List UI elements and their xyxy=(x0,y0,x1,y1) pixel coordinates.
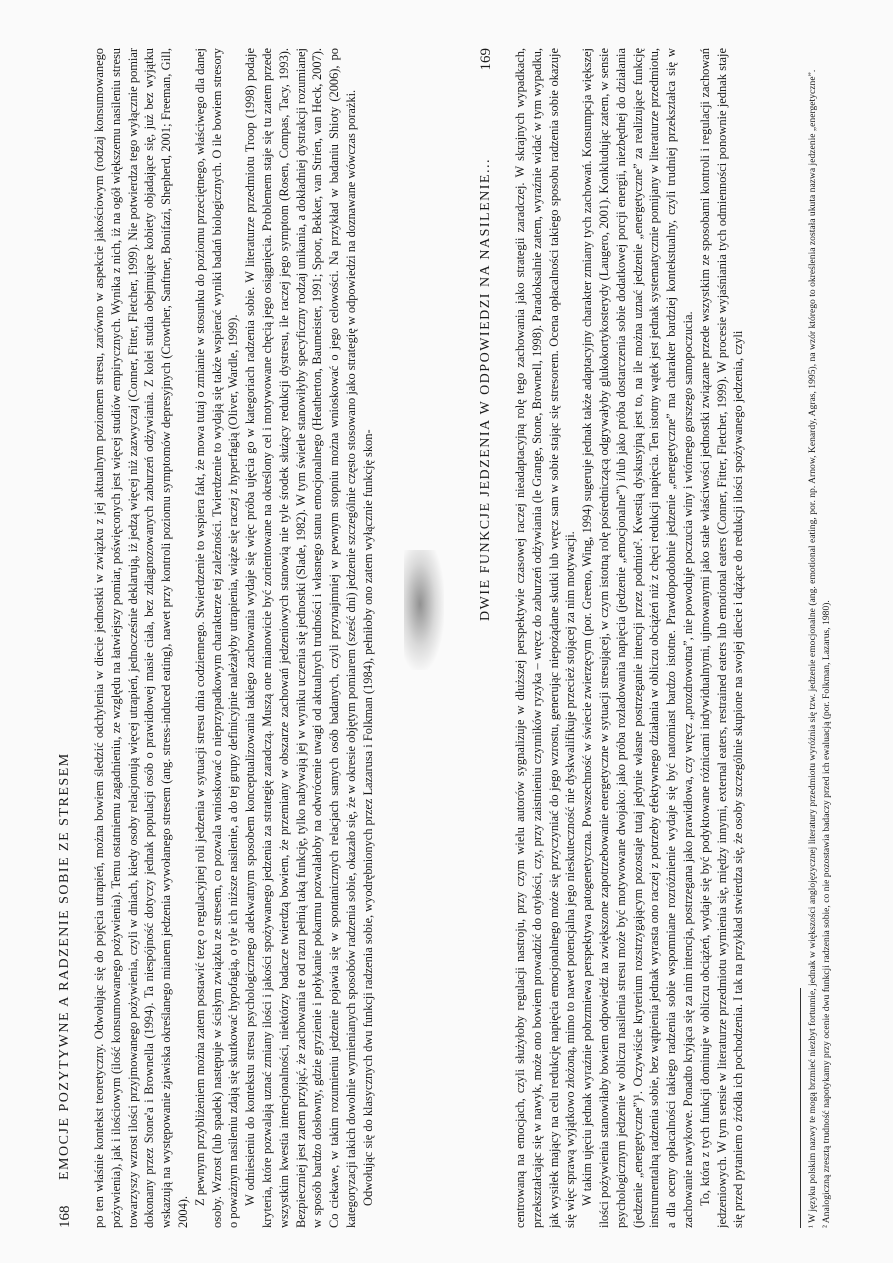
left-book-page xyxy=(55,48,395,1228)
left-paragraph-3: W odniesieniu do kontekstu stresu psychologicznego adekwatnym sposobem konceptualizowania takiego zachowania wydaje się więc próba ujęcia go w kategoriach radzenia sobie. W literaturze przedmiotu Troop (1998) podaje kryteria, które pozwalają uznać zmiany ilości i jakości spożywanego jedzenia za strategię zaradczą. Muszą one mianowicie być zorientowane na określony cel i motywowane chęcią jego osiągnięcia. Problemem staje się tu zatem przede wszystkim kwestia intencjonalności, niektórzy badacze twierdzą bowiem, że przemiany w obszarze zachowań jedzeniowych stanowią nie tyle środek służący redukcji dystresu, ile raczej jego symptom (Rosen, Compas, Tacy, 1993). Bezpieczniej jest zatem przyjąć, że zachowania te od razu pełnią taką funkcję, tylko nabywają jej w wyniku uczenia się jednostki (Slade, 1982). W tym świetle stanowiłyby specyficzny rodzaj unikania, a dokładniej dystrakcji rozumianej w sposób bardzo dosłowny, gdzie gryzienie i połykanie pokarmu pozwalałoby na odwrócenie uwagi od aktualnych trudności i własnego stanu emocjonalnego (Heatherton, Baumeister, 1991; Spoor, Bekker, van Strien, van Heck, 2007). Co ciekawe, w takim rozumieniu jedzenie pojawia się w spontanicznych relacjach samych osób badanych, czyli przynajmniej w pewnym stopniu można wnioskować o jego celowości. Na przykład w badaniu Shioty (2006), po kategoryzacji takich dowolnie wymienianych sposobów radzenia sobie, okazało się, że w okresie objętym pomiarem (sześć dni) jedzenie szczególnie często stosowano jako strategię w odpowiedzi na doznawane wówczas porażki. xyxy=(243,48,358,1228)
footnote-2: ² Analogiczną zresztą trudność napotykamy przy ocenie dwu funkcji radzenia sobie, co nie pozostawia badaczy przed ich ewaluacją (por. Folkman, Lazarus, 1980). xyxy=(821,600,833,1228)
right-book-page xyxy=(476,48,876,1228)
left-header-title: EMOCJE POZYTYWNE A RADZENIE SOBIE ZE STRESEM xyxy=(57,752,72,1180)
right-running-header xyxy=(478,48,508,1228)
right-page-number: 169 xyxy=(478,48,494,71)
left-paragraph-2: Z pewnym przybliżeniem można zatem postawić tezę o regulacyjnej roli jedzenia w sytuacji stresu dnia codziennego. Stwierdzenie to wspiera fakt, że mowa tutaj o zmianie w stosunku do poziomu przeciętnego, właściwego dla danej osoby. Wzrost (lub spadek) następuje w ścisłym związku ze stresem, co pozwala wnioskować o nieprzypadkowym charakterze tej zależności. Twierdzenie to wydają się także wspierać wyniki badań biologicznych. O ile bowiem stresory o poważnym nasileniu zdają się skutkować hypofagią, o tyle ich niższe nasilenie, a do tej grupy definicyjnie należałyby utrapienia, wiąże się raczej z hyperfagią (Oliver, Wardle, 1999). xyxy=(192,48,241,1228)
footnote-1: ¹ W języku polskim nazwy te mogą brzmieć niezbyt fortunnie, jednak w większości anglojęzycznej literatury przedmiotu wyróżnia się tzw. jedzenie emocjonalne (ang. emotional eating, por. np. Arnow, Kenardy, Agras, 1995), na wzór którego to określenia została ukuta nazwa jedzenie „energetyczne”. xyxy=(807,69,818,1228)
right-page-body xyxy=(512,48,790,1228)
right-paragraph-1: centrowaną na emocjach, czyli służyłoby regulacji nastroju, przy czym wielu autorów sygnalizuje w dłuższej perspektywie czasowej raczej nieadaptacyjną rolę tego zachowania jako strategii zaradczej. W skrajnych wypadkach, przekształcając się w nawyk, może ono bowiem prowadzić do otyłości, czy, przy zaistnieniu czynników ryzyka – wręcz do zaburzeń odżywiania (le Grange, Stone, Brownell, 1998). Paradoksalnie zatem, wyraźnie widać w tym wypadku, jak wysiłek mający na celu redukcję napięcia emocjonalnego może się przyczyniać do jego wzrostu, generując niepożądane skutki lub wręcz sam w sobie stając się stresorem. Ocena opłacalności takiego sposobu radzenia sobie okazuje się więc sprawą wyjątkowo złożoną, mimo to nawet potencjalna jego nieskuteczność nie dyskwalifikuje przecież stojącej za nim motywacji. xyxy=(513,48,578,1228)
binding-shadow xyxy=(404,550,444,670)
right-paragraph-2: W takim ujęciu jednak wyraźnie pobrzmiewa perspektywa patogenetyczna. Powszechność w świecie zwierzęcym (por. Greeno, Wing, 1994) sugeruje jednak także adaptacyjny charakter zmiany tych zachowań. Konsumpcja większej ilości pożywienia stanowiłaby bowiem odpowiedź na zwiększone zapotrzebowanie energetyczne w sytuacji stresującej, w czym istotną rolę pośredniczącą odgrywałyby glukokortykosterydy (Laugero, 2001). Konkludując zatem, w sensie psychologicznym jedzenie w obliczu nasilenia stresu może być motywowane dwojako: jako próba rozładowania napięcia (jedzenie „emocjonalne”) i/lub jako próba dostarczenia sobie dodatkowej porcji energii, niezbędnej do działania (jedzenie „energetyczne”)¹. Oczywiście kryterium rozstrzygającym pozostaje tutaj jedynie własne postrzeganie intencji przez podmiot². Kwestią dyskusyjną jest to, na ile można uznać jedzenie „energetyczne” za realizujące funkcję instrumentalną radzenia sobie, bez wątpienia jednak wyrasta ono raczej z potrzeby efektywnego działania w obliczu obciążeń niż z chęci redukcji napięcia. Ten istotny wątek jest jednak systematycznie pomijany w literaturze przedmiotu, a dla oceny opłacalności takiego radzenia sobie wspomniane rozróżnienie wydaje się być natomiast bardzo istotne. Prawdopodobnie jedzenie „energetyczne” ma charakter bardziej kontekstualny, czyli trudniej przekształca się w zachowanie nawykowe. Ponadto kryjąca się za nim intencja, postrzegana jako prawidłowa, czy wręcz „prozdrowotna”, nie powoduje poczucia winy i wtórnego gorszego samopoczucia. xyxy=(580,48,695,1228)
footnote-rule xyxy=(800,988,801,1228)
left-page-body xyxy=(91,48,395,1228)
left-paragraph-4: Odwołując się do klasycznych dwu funkcji radzenia sobie, wyodrębnionych przez Lazarusa i Folkman (1984), pełniłoby ono zatem wyłącznie funkcję skon- xyxy=(360,429,375,1206)
right-paragraph-3: To, która z tych funkcji dominuje w obliczu obciążeń, wydaje się być podyktowane różnicami indywidualnymi, ujmowanymi jako stałe właściwości jednostki związane przede wszystkim ze sposobami kontroli i regulacji zachowań jedzeniowych. W tym sensie w literaturze przedmiotu wymienia się, między innymi, external eaters, restrained eaters lub emotional eaters (Conner, Fitter, Fletcher, 1999). W procesie wyjaśniania tych odmienności ponownie jednak staje się przed pytaniem o źródła ich pochodzenia. I tak na przykład stwierdza się, że osoby szczególnie skupione na swojej diecie i dążące do redukcji ilości spożywanego jedzenia, czyli xyxy=(697,48,746,1228)
left-paragraph-1: po ten właśnie kontekst teoretyczny. Odwołując się do pojęcia utrapień, można bowiem śledzić odchylenia w diecie jednostki w związku z jej aktualnym poziomem stresu, zarówno w aspekcie jakościowym (rodzaj konsumowanego pożywienia), jak i ilościowym (ilość konsumowanego pożywienia). Temu ostatniemu zagadnieniu, ze względu na łatwiejszy pomiar, poświęconych jest więcej studiów empirycznych. Wynika z nich, iż na ogół większemu nasileniu stresu towarzyszy wzrost ilości przyjmowanego pożywienia, czyli w dniach, kiedy osoby relacjonują więcej utrapień, jednocześnie deklarują, iż jedzą więcej niż zazwyczaj (Conner, Fitter, Fletcher, 1999). Nie potwierdza tego wyłącznie pomiar dokonany przez Stone'a i Brownella (1994). Ta niespójność dotyczy jednak populacji osób o prawidłowej masie ciała, bez zdiagnozowanych zaburzeń odżywiania. Z kolei studia obejmujące kobiety objadające się, już bez wyjątku wskazują na występowanie zjawiska określanego mianem jedzenia wywołanego stresem (ang. stress-induced eating), nawet przy kontroli poziomu symptomów depresyjnych (Crowther, Sanftner, Bonifazi, Shepherd, 2001; Freeman, Gill, 2004). xyxy=(92,48,190,1228)
right-footnotes xyxy=(796,48,876,1228)
left-page-number: 168 xyxy=(57,1205,73,1228)
left-running-header xyxy=(57,48,87,1228)
right-header-title: DWIE FUNKCJE JEDZENIA W ODPOWIEDZI NA NASILENIE... xyxy=(478,158,493,621)
